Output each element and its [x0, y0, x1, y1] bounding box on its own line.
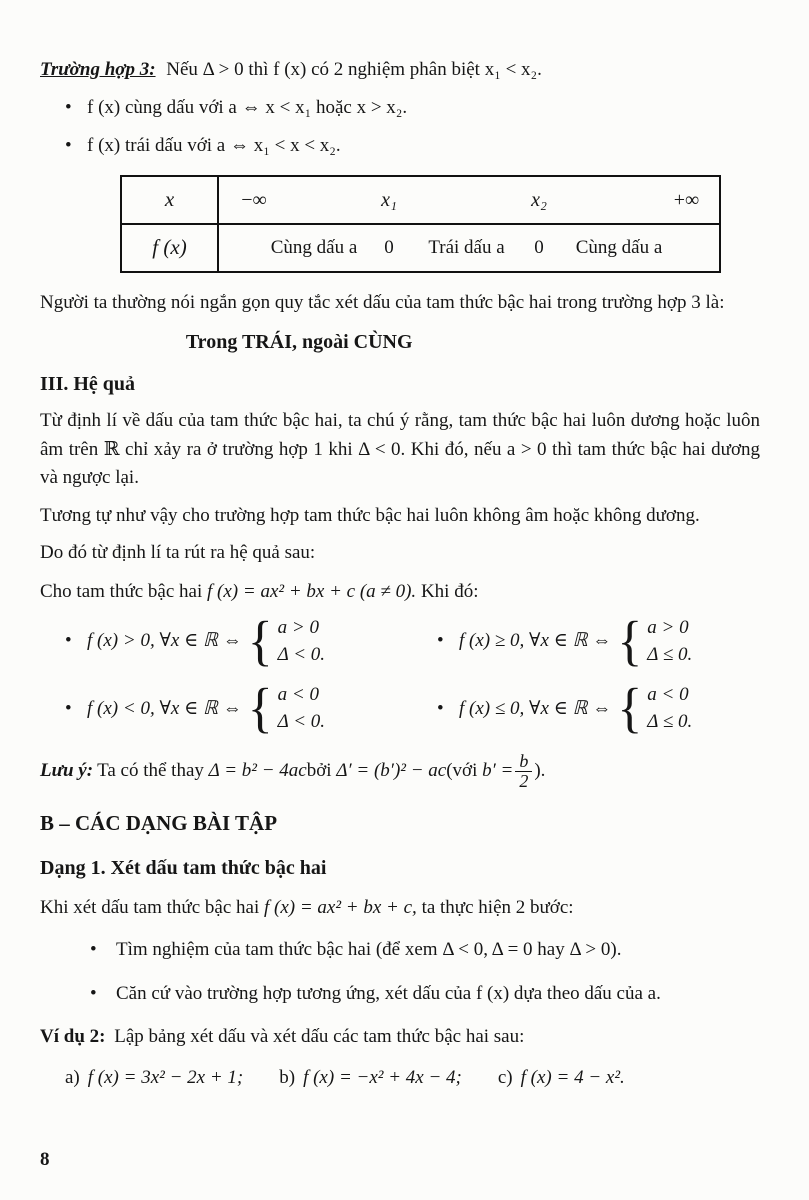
item-b-expression: f (x) = −x² + 4x − 4;: [303, 1066, 462, 1088]
b-over-2-fraction: [515, 752, 532, 791]
case-nonpositive-lead: f (x) ≤ 0, ∀x ∈ ℝ ⇔: [459, 697, 612, 719]
sign-table: [120, 175, 721, 273]
bullet-icon: •: [65, 96, 72, 118]
section-iii-heading: III. Hệ quả: [40, 373, 136, 395]
brace-icon: {: [247, 611, 273, 671]
x-neg-infinity: −∞: [241, 188, 267, 211]
case-positive-lead: f (x) > 0, ∀x ∈ ℝ ⇔: [87, 630, 242, 652]
step-1-text: Tìm nghiệm của tam thức bậc hai (để xem Δ < 0, Δ = 0 hay Δ > 0).: [116, 939, 622, 961]
item-a-label: a): [65, 1066, 80, 1088]
case-nonnegative: [437, 611, 760, 671]
bullet-icon: •: [65, 630, 72, 652]
case3-bullet-2-text: f (x) trái dấu với a ⇔ x₁ < x < x₂.: [87, 135, 341, 156]
case3-bullet-1-text: f (x) cùng dấu với a ⇔ x < x₁ hoặc x > x₂.: [87, 96, 408, 118]
delta-formula: Δ = b² − 4ac: [208, 759, 307, 781]
sign-table-row-fx: [122, 223, 719, 271]
rule-intro: Người ta thường nói ngắn gọn quy tắc xét dấu của tam thức bậc hai trong trường hợp 3 là:: [40, 291, 725, 313]
note-text-1: Ta có thể thay: [97, 759, 204, 781]
zero-at-x2: 0: [534, 236, 544, 258]
sign-table-row-x: [122, 177, 719, 223]
note-text-2: bởi: [306, 759, 332, 781]
condition-bottom: Δ < 0.: [277, 710, 326, 732]
condition-cases: [65, 611, 760, 739]
sign-same-left: Cùng dấu a: [270, 236, 358, 258]
section-b-heading: B – CÁC DẠNG BÀI TẬP: [40, 811, 278, 836]
case-nonnegative-system: [647, 615, 692, 668]
example-2-text: Lập bảng xét dấu và xét dấu các tam thức bậc hai sau:: [114, 1026, 525, 1048]
case3-intro-line: [40, 56, 760, 85]
condition-bottom: Δ ≤ 0.: [647, 643, 693, 665]
note-text-4: ).: [534, 759, 546, 781]
dang-1-intro-prefix: Khi xét dấu tam thức bậc hai: [40, 896, 264, 918]
bullet-icon: •: [65, 697, 72, 719]
delta-prime-formula: Δ′ = (b′)² − ac: [336, 759, 447, 781]
item-a-expression: f (x) = 3x² − 2x + 1;: [87, 1066, 244, 1088]
item-b-label: b): [279, 1066, 296, 1088]
brace-icon: {: [617, 678, 643, 739]
case-nonpositive-system: [647, 682, 692, 735]
x1-value: x₁: [381, 188, 397, 211]
example-2-label: Ví dụ 2:: [40, 1026, 106, 1048]
b-prime-equals: b′ =: [482, 759, 514, 781]
section-iii-paragraph-1: Từ định lí về dấu của tam thức bậc hai, ta chú ý rằng, tam thức bậc hai luôn dương hoặc luôn âm trên ℝ chỉ xảy ra ở trường hợp 1 khi Δ < 0. Khi đó, nếu a > 0 thì tam thức bậc hai dương và ngược lại.: [40, 410, 760, 488]
case-positive: [65, 611, 437, 671]
example-2-line: [40, 1023, 760, 1052]
example-2-items: [65, 1064, 760, 1093]
condition-bottom: Δ < 0.: [277, 643, 326, 665]
brace-icon: {: [617, 611, 643, 671]
case-negative: [65, 678, 437, 739]
sign-table-fx-cells: [219, 225, 719, 271]
fraction-denominator: 2: [515, 771, 532, 791]
item-c-expression: f (x) = 4 − x².: [520, 1066, 625, 1088]
x2-value: x₂: [531, 188, 547, 211]
example-item-a: [65, 1064, 243, 1093]
case-nonnegative-lead: f (x) ≥ 0, ∀x ∈ ℝ ⇔: [459, 630, 612, 652]
case-positive-system: [278, 615, 325, 668]
dang-1-intro: [40, 894, 760, 923]
case3-bullet-1: [65, 94, 760, 123]
case-nonpositive: [437, 678, 760, 739]
bullet-icon: •: [437, 697, 444, 719]
sign-table-fx-header: f (x): [122, 225, 219, 271]
sign-table-x-cells: [219, 177, 719, 223]
fraction-numerator: b: [519, 751, 529, 772]
step-2: [90, 980, 760, 1009]
section-iii-paragraph-2: Tương tự như vậy cho trường hợp tam thức bậc hai luôn không âm hoặc không dương.: [40, 504, 700, 526]
sign-same-right: Cùng dấu a: [575, 236, 663, 258]
dang-1-heading: Dạng 1. Xét dấu tam thức bậc hai: [40, 856, 327, 879]
given-prefix: Cho tam thức bậc hai: [40, 580, 208, 602]
bullet-icon: •: [90, 939, 97, 961]
sign-opposite: Trái dấu a: [428, 236, 505, 258]
page-number: 8: [40, 1148, 50, 1170]
condition-top: a > 0: [277, 617, 319, 638]
note-text-3: (với: [446, 759, 478, 781]
sign-table-x-header: x: [122, 177, 219, 223]
case-negative-lead: f (x) < 0, ∀x ∈ ℝ ⇔: [87, 697, 242, 719]
note-line: [40, 751, 760, 790]
note-label: Lưu ý:: [40, 759, 94, 781]
brace-icon: {: [247, 678, 273, 739]
step-1: [90, 936, 760, 965]
item-c-label: c): [497, 1066, 513, 1088]
condition-top: a < 0: [277, 684, 319, 706]
case3-bullet-2: [65, 132, 760, 161]
case-negative-system: [278, 682, 325, 735]
rule-slogan: Trong TRÁI, ngoài CÙNG: [185, 331, 413, 353]
bullet-icon: •: [437, 630, 444, 652]
example-item-b: [279, 1064, 462, 1093]
x-pos-infinity: +∞: [673, 188, 700, 211]
given-trinomial-line: [40, 578, 760, 607]
condition-top: a > 0: [647, 617, 689, 638]
case3-text: Nếu Δ > 0 thì f (x) có 2 nghiệm phân biệt x₁ < x₂.: [166, 59, 542, 80]
bullet-icon: •: [90, 982, 97, 1004]
dang-1-intro-formula: f (x) = ax² + bx + c,: [263, 896, 417, 918]
case3-label: Trường hợp 3:: [40, 59, 156, 80]
given-suffix: Khi đó:: [420, 580, 479, 602]
dang-1-intro-suffix: ta thực hiện 2 bước:: [421, 896, 574, 918]
step-2-text: Căn cứ vào trường hợp tương ứng, xét dấu của f (x) dựa theo dấu của a.: [116, 982, 661, 1004]
condition-top: a < 0: [647, 684, 689, 706]
example-item-c: [498, 1064, 625, 1093]
section-iii-paragraph-3: Do đó từ định lí ta rút ra hệ quả sau:: [40, 542, 316, 563]
bullet-icon: •: [65, 135, 72, 156]
condition-bottom: Δ ≤ 0.: [647, 710, 693, 732]
given-formula: f (x) = ax² + bx + c (a ≠ 0).: [207, 580, 417, 602]
zero-at-x1: 0: [384, 236, 394, 258]
